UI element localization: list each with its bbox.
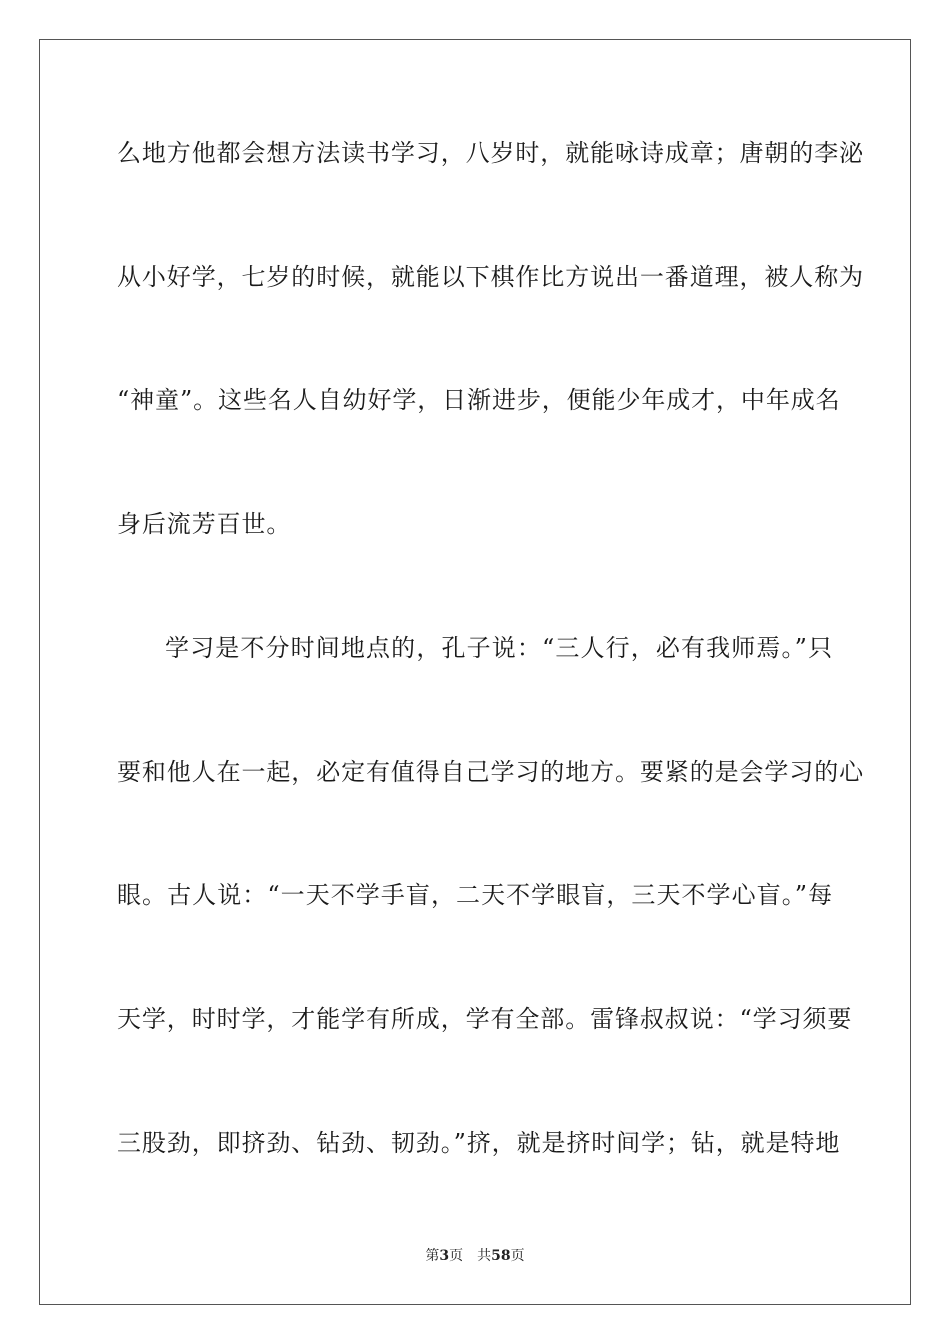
body-text-line-6: 要和他人在一起，必定有值得自己学习的地方。要紧的是会学习的心 bbox=[117, 758, 864, 786]
body-text-line-5: 学习是不分时间地点的，孔子说：“三人行，必有我师焉。”只 bbox=[165, 634, 833, 662]
page-border bbox=[39, 39, 911, 1305]
total-page-count: 58 bbox=[491, 1248, 511, 1264]
total-prefix: 共 bbox=[477, 1248, 492, 1264]
body-text-line-9: 三股劲，即挤劲、钻劲、韧劲。”挤，就是挤时间学；钻，就是特地 bbox=[117, 1129, 841, 1157]
page-footer bbox=[0, 1247, 950, 1265]
body-text-line-4: 身后流芳百世。 bbox=[117, 510, 292, 538]
page-prefix: 第 bbox=[425, 1248, 440, 1264]
body-text-line-1: 么地方他都会想方法读书学习，八岁时，就能咏诗成章；唐朝的李泌 bbox=[117, 139, 864, 167]
current-page-number: 3 bbox=[439, 1248, 450, 1264]
body-text-line-7: 眼。古人说：“一天不学手盲，二天不学眼盲，三天不学心盲。”每 bbox=[117, 881, 833, 909]
body-text-line-3: “神童”。这些名人自幼好学，日渐进步，便能少年成才，中年成名 bbox=[117, 386, 841, 414]
page-suffix: 页 bbox=[449, 1248, 464, 1264]
body-text-line-8: 天学，时时学，才能学有所成，学有全部。雷锋叔叔说：“学习须要 bbox=[117, 1005, 853, 1033]
body-text-line-2: 从小好学，七岁的时候，就能以下棋作比方说出一番道理，被人称为 bbox=[117, 263, 864, 291]
total-suffix: 页 bbox=[510, 1248, 525, 1264]
